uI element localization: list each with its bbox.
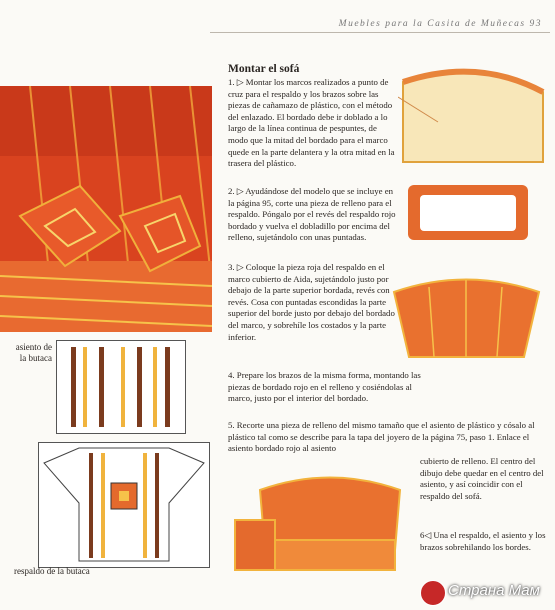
step-6: 6◁ Una el respaldo, el asiento y los brazos sobrehilando los bordes.: [420, 530, 546, 552]
step-5b: cubierto de relleno. El centro del dibujo debe quedar en el centro del asiento, y así coincidir con el respaldo del sofá.: [420, 456, 544, 501]
section-title: Montar el sofá: [228, 63, 300, 75]
label-asiento: asiento de la butaca: [15, 342, 52, 363]
step-4: 4. Prepare los brazos de la misma forma, montando las piezas de bordado rojo en el relleno y cosiéndolas al marco, justo por el interior del bordado.: [228, 370, 421, 404]
seat-chart: [56, 340, 186, 434]
label-respaldo: respaldo de la butaca: [14, 566, 90, 576]
back-chart: [38, 442, 210, 568]
step-5a: 5. Recorte una pieza de relleno del mismo tamaño que el asiento de plástico y cósalo al plástico tal como se describe para la tapa del joyero de la página 75, paso 1. Enlace el asiento bordado rojo al asiento: [228, 420, 535, 454]
step-2: 2. ▷ Ayudándose del modelo que se incluye en la página 95, corte una pieza de relleno para el respaldo. Póngalo por el revés del respaldo rojo bordado y vuelva el dobladillo por encima del relleno, sujetándolo con unas puntadas.: [228, 186, 396, 243]
running-header: [210, 18, 550, 33]
watermark-logo-icon: [420, 580, 446, 606]
frame-illustration: [398, 62, 548, 172]
step-3: 3. ▷ Coloque la pieza roja del respaldo en el marco cubierto de Aida, sujetándolo justo por debajo de la parte superior bordada, revés con revés. Cosa con puntadas escondidas la parte superior del borde justo por debajo del bordado del marco, y sobrehíle los costados y la parte inferior.: [228, 262, 395, 342]
step-1: 1. ▷ Montar los marcos realizados a punto de cruz para el respaldo y los brazos sobre las piezas de cañamazo de plástico, con el método del enlazado. El bordado debe ir doblado a lo largo de la línea continua de pespuntes, de modo que la mitad del bordado para el marco quede en la parte delantera y la otra mitad en la trasera del plástico.: [228, 77, 395, 169]
watermark: Страна Мам: [448, 582, 540, 599]
sofa-illustration: [220, 460, 415, 580]
back-illustration: [384, 262, 549, 367]
padding-illustration: [398, 175, 548, 250]
header-text: Muebles para la Casita de Muñecas 93: [338, 19, 542, 29]
sofa-photo: [0, 86, 212, 332]
